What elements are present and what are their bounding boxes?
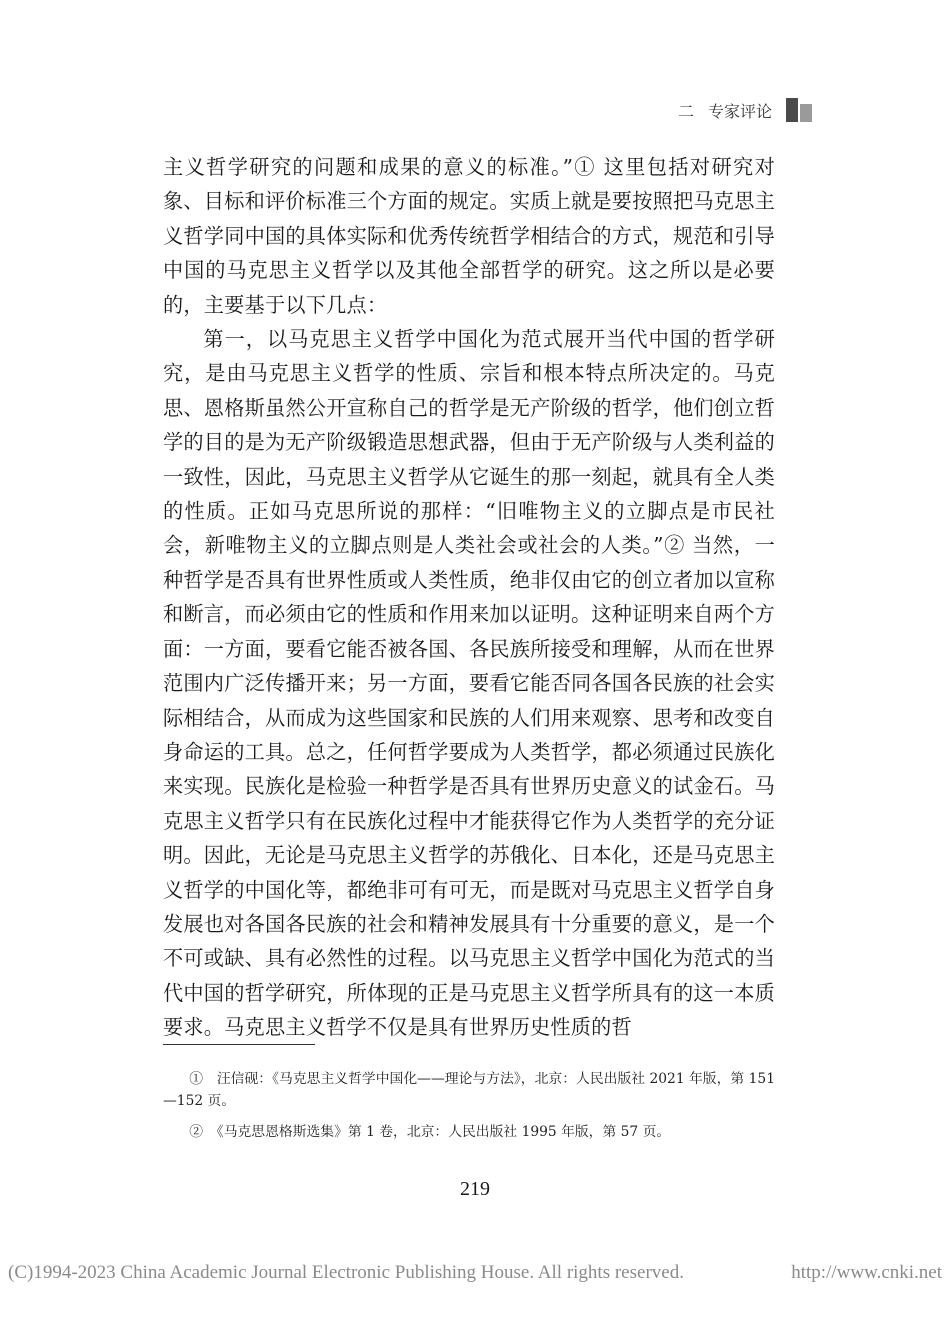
copyright-url[interactable]: http://www.cnki.net xyxy=(791,1262,942,1283)
paragraph-first-point: 第一，以马克思主义哲学中国化为范式展开当代中国的哲学研究，是由马克思主义哲学的性质、宗旨和根本特点所决定的。马克思、恩格斯虽然公开宣称自己的哲学是无产阶级的哲学，他们创立哲学的目的是为无产阶级锻造思想武器，但由于无产阶级与人类利益的一致性，因此，马克思主义哲学从它诞生的那一刻起，就具有全人类的性质。正如马克思所说的那样：“旧唯物主义的立脚点是市民社会，新唯物主义的立脚点则是人类社会或社会的人类。”② 当然，一种哲学是否具有世界性质或人类性质，绝非仅由它的创立者加以宣称和断言，而必须由它的性质和作用来加以证明。这种证明来自两个方面：一方面，要看它能否被各国、各民族所接受和理解，从而在世界范围内广泛传播开来；另一方面，要看它能否同各国各民族的社会实际相结合，从而成为这些国家和民族的人们用来观察、思考和改变自身命运的工具。总之，任何哲学要成为人类哲学，都必须通过民族化来实现。民族化是检验一种哲学是否具有世界历史意义的试金石。马克思主义哲学只有在民族化过程中才能获得它作为人类哲学的充分证明。因此，无论是马克思主义哲学的苏俄化、日本化，还是马克思主义哲学的中国化等，都绝非可有可无，而是既对马克思主义哲学自身发展也对各国各民族的社会和精神发展具有十分重要的意义，是一个不可或缺、具有必然性的过程。以马克思主义哲学中国化为范式的当代中国的哲学研究，所体现的正是马克思主义哲学所具有的这一本质要求。马克思主义哲学不仅是具有世界历史性质的哲 xyxy=(163,327,775,1040)
body-text xyxy=(163,150,775,1045)
copyright-notice: (C)1994-2023 China Academic Journal Electronic Publishing House. All rights reserved. xyxy=(8,1262,684,1283)
section-title: 专家评论 xyxy=(707,101,772,121)
section-number: 二 xyxy=(677,101,694,121)
footnote-divider xyxy=(163,1044,315,1045)
header-block-mark xyxy=(786,98,812,122)
running-header xyxy=(678,98,812,122)
footnotes xyxy=(163,1068,775,1152)
paragraph-continued: 主义哲学研究的问题和成果的意义的标准。”① 这里包括对研究对象、目标和评价标准三个方面的规定。实质上就是要按照把马克思主义哲学同中国的具体实际和优秀传统哲学相结合的方式，规范和引导中国的马克思主义哲学以及其他全部哲学的研究。这之所以是必要的，主要基于以下几点： xyxy=(163,155,775,317)
footnote-2: ② 《马克思恩格斯选集》第 1 卷，北京：人民出版社 1995 年版，第 57 页。 xyxy=(189,1124,671,1140)
copyright-line xyxy=(8,1262,942,1284)
page-number: 219 xyxy=(460,1178,490,1200)
footnote-1: ① 汪信砚：《马克思主义哲学中国化——理论与方法》，北京：人民出版社 2021 年版，第 151—152 页。 xyxy=(163,1071,775,1109)
